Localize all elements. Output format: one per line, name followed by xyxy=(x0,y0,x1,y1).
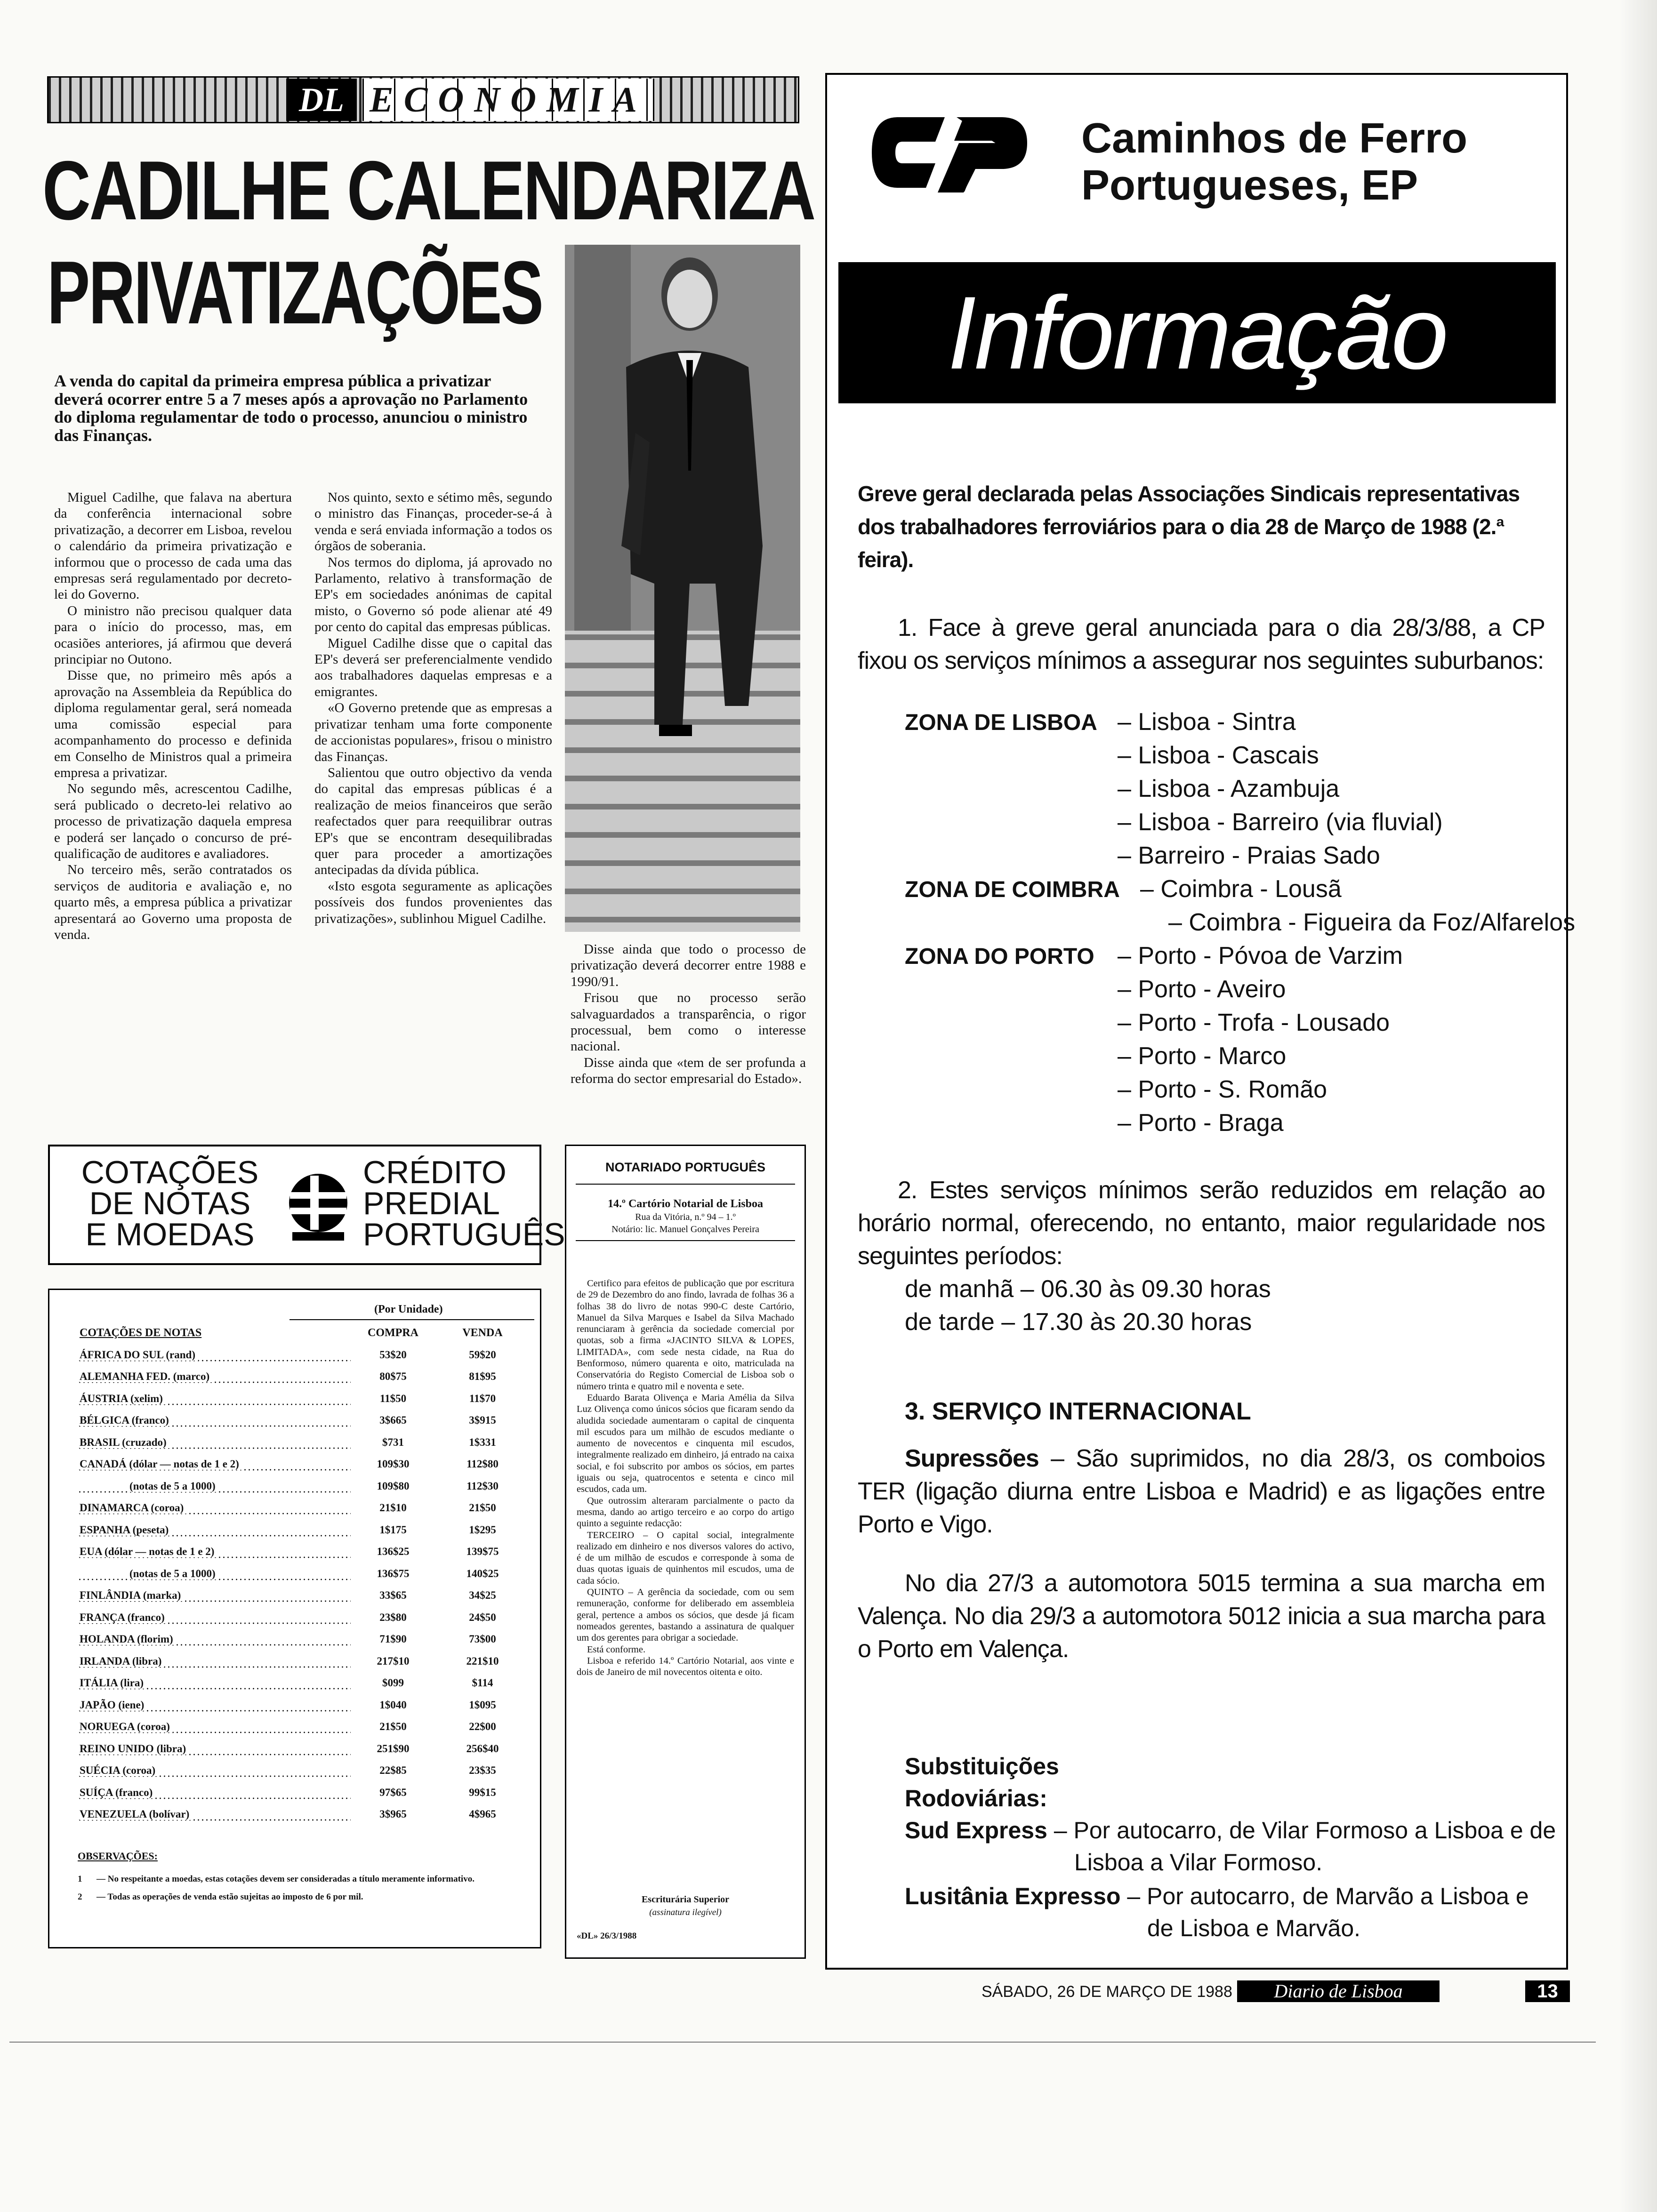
sell-rate: 23$35 xyxy=(469,1764,496,1777)
buy-rate: 217$10 xyxy=(377,1655,410,1667)
table-row xyxy=(78,1563,530,1585)
headline-2 xyxy=(47,242,555,344)
currency-name-text: IRLANDA (libra) xyxy=(80,1655,164,1667)
notariado-body xyxy=(577,1278,794,1678)
col-header-sell: VENDA xyxy=(462,1326,503,1339)
cp-intro: Greve geral declarada pelas Associações Sindicais representativas dos trabalhadores ferroviários para o dia 28 de Março de 1988 (2.ª feira). xyxy=(858,481,1520,572)
route-name: Barreiro - Praias Sado xyxy=(1138,842,1380,869)
currency-name xyxy=(78,1388,351,1410)
cp-suppressions: Supressões – São suprimidos, no dia 28/3, os comboios TER (ligação diurna entre Lisboa e Madrid) e as ligações entre Porto e Vigo. xyxy=(858,1445,1545,1538)
currency-name xyxy=(78,1803,351,1826)
table-row xyxy=(78,1716,530,1738)
article-paragraph: Nos termos do diploma, já aprovado no Parlamento, relativo à transformação de EP's em sociedades anónimas de capital misto, o Governo só pode alienar até 49 por cento do capital das empresas públicas. xyxy=(314,554,552,635)
sell-rate: 3$915 xyxy=(469,1414,496,1427)
buy-rate: 136$25 xyxy=(377,1546,410,1558)
footer-paper-name: Diario de Lisboa xyxy=(1237,1980,1440,2002)
cp-advertisement: Caminhos de Ferro Portugueses, EP Informação Greve geral declarada pelas Associações Sindicais representativas dos trabalhadores ferroviários para o dia 28 de Março de 1988 (2.ª feira). 1. Face à greve geral anunciada para o dia 28/3/88, a CP fixou os serviços mínimos a assegurar nos seguintes suburbanos: ZONA DE LISBOA – Lisboa - Sintra – Lisboa - Cascais – Lisboa - Azambuja – Lisboa - Barreiro (via fluvial) – Barreiro - Praias Sado ZONA DE COIMBRA – Coimbra - Lousã – Coimbra - Figueira da Foz/Alfarelos ZONA DO PORTO – Porto - Póvoa de Varzim – Porto - Aveiro – Porto - Trofa - Lousado – Porto - Marco – Porto - S. Romão – Porto - Braga 2. Estes serviços mínimos serão reduzidos em relação ao horário normal, oferecendo, no entanto, maior regularidade nos seguintes períodos: de manhã – 06.30 às 09.30 horas de tarde – 17.30 às 20.30 horas 3. SERVIÇO INTERNACIONAL Supressões – São suprimidos, no dia 28/3, os comboios TER (ligação diurna entre Lisboa e Madrid) e as ligações entre Porto e Vigo. No dia 27/3 a automotora 5015 termina a sua marcha em Valença. No dia 29/3 a automotora 5012 inicia a sua marcha para o Porto em Valença. Substituições Rodoviárias: Sud Express – Por autocarro, de Vilar Formoso a Lisboa e de Lisboa a Vilar Formoso. Lusitânia Expresso – Por autocarro, de Marvão a Lisboa e de Lisboa e Marvão. xyxy=(825,73,1568,1970)
table-row xyxy=(78,1803,530,1826)
sell-rate: 112$30 xyxy=(467,1480,499,1492)
buy-rate: 136$75 xyxy=(377,1567,410,1579)
sell-rate: 73$00 xyxy=(469,1633,496,1645)
table-row xyxy=(78,1585,530,1607)
currency-name xyxy=(78,1453,351,1475)
cp-point-3-title: 3. SERVIÇO INTERNACIONAL xyxy=(905,1398,1251,1425)
sell-rate: 140$25 xyxy=(466,1567,499,1579)
bank-name: CRÉDITO PREDIAL PORTUGUÊS xyxy=(363,1154,565,1252)
currency-name xyxy=(78,1519,351,1541)
notariado-box xyxy=(565,1145,806,1959)
route-name: Lisboa - Barreiro (via fluvial) xyxy=(1138,809,1443,836)
currency-name-text: ÁUSTRIA (xelim) xyxy=(80,1393,166,1404)
table-row xyxy=(78,1453,530,1475)
article-paragraph: Miguel Cadilhe, que falava na abertura da conferência internacional sobre privatização, a decorrer em Lisboa, revelou o calendário da primeira privatização e informou que o processo de cada uma das empresas será regulamentado por decreto-lei do Governo. xyxy=(54,490,292,602)
article-paragraph: No segundo mês, acrescentou Cadilhe, será publicado o decreto-lei relativo ao processo de privatização daquela empresa e poderá ser lançado o concurso de pré-qualificação de auditores e avaliadores. xyxy=(54,781,292,861)
sell-rate: 59$20 xyxy=(469,1348,496,1361)
buy-rate: 109$30 xyxy=(377,1458,410,1470)
sell-rate: 112$80 xyxy=(467,1458,499,1470)
table-row xyxy=(78,1344,530,1366)
scan-edge-right xyxy=(1619,0,1657,2212)
table-row xyxy=(78,1366,530,1388)
obs-title: OBSERVAÇÕES: xyxy=(78,1850,158,1862)
route-name: Porto - Aveiro xyxy=(1138,976,1286,1003)
sell-rate: $114 xyxy=(472,1677,493,1689)
sell-rate: 22$00 xyxy=(469,1721,496,1733)
buy-rate: 80$75 xyxy=(379,1370,407,1383)
route-name: Lisboa - Sintra xyxy=(1138,708,1296,736)
currency-name-text: VENEZUELA (bolívar) xyxy=(80,1808,192,1820)
scan-rule-bottom xyxy=(9,2042,1596,2043)
notariado-rule xyxy=(576,1184,795,1185)
article-paragraph: No terceiro mês, serão contratados os serviços de auditoria e avaliação e, no quarto mês, a empresa pública a privatizar apresentará ao Governo uma proposta de venda. xyxy=(54,862,292,942)
cotacoes-table xyxy=(78,1322,530,1826)
table-row xyxy=(78,1475,530,1498)
obs-item: 1 — No respeitante a moedas, estas cotações devem ser consideradas a título meramente informativo. xyxy=(78,1874,475,1884)
currency-name xyxy=(78,1344,351,1366)
headline-line-2: PRIVATIZAÇÕES xyxy=(47,243,542,343)
table-row xyxy=(78,1672,530,1694)
buy-rate: 71$90 xyxy=(379,1633,407,1645)
route-name: Coimbra - Figueira da Foz/Alfarelos xyxy=(1189,909,1576,936)
notariado-notary: Notário: lic. Manuel Gonçalves Pereira xyxy=(611,1224,759,1234)
article-paragraph: Disse ainda que «tem de ser profunda a reforma do sector empresarial do Estado». xyxy=(571,1055,806,1087)
buy-rate: 251$90 xyxy=(377,1742,410,1755)
col-header-notes: COTAÇÕES DE NOTAS xyxy=(80,1326,202,1339)
zone-route-row: ZONA DO PORTO – Porto - Póvoa de Varzim xyxy=(905,939,1094,972)
table-row xyxy=(78,1760,530,1782)
unit-note: (Por Unidade) xyxy=(374,1303,443,1315)
currency-name-text: HOLANDA (florim) xyxy=(80,1633,176,1645)
table-row xyxy=(78,1519,530,1541)
zone-name: ZONA DE COIMBRA xyxy=(905,877,1120,902)
cotacoes-table-box xyxy=(48,1289,541,1948)
route-name: Porto - Marco xyxy=(1138,1042,1287,1070)
route-name: Porto - Braga xyxy=(1138,1109,1284,1137)
buy-rate: 33$65 xyxy=(379,1589,407,1602)
buy-rate: 109$80 xyxy=(377,1480,410,1492)
currency-name xyxy=(78,1541,351,1563)
currency-name xyxy=(78,1782,351,1804)
unit-rule xyxy=(290,1319,534,1320)
notariado-paragraph: Está conforme. xyxy=(587,1644,646,1655)
col-header-buy: COMPRA xyxy=(368,1326,418,1339)
sell-rate: 21$50 xyxy=(469,1502,496,1514)
table-row xyxy=(78,1694,530,1716)
currency-name-text: ÁFRICA DO SUL (rand) xyxy=(80,1349,198,1361)
currency-name-text: BRASIL (cruzado) xyxy=(80,1436,169,1448)
table-row xyxy=(78,1607,530,1629)
route-name: Porto - S. Romão xyxy=(1138,1076,1327,1103)
buy-rate: 3$965 xyxy=(379,1808,407,1820)
sell-rate: 1$295 xyxy=(469,1523,496,1536)
cp-subst-lusitania: Lusitânia Expresso – Por autocarro, de Marvão a Lisboa e de Lisboa e Marvão. xyxy=(905,1883,1529,1941)
currency-name xyxy=(78,1585,351,1607)
cp-logo-icon xyxy=(865,108,1034,197)
currency-name-text: FINLÂNDIA (marka) xyxy=(80,1589,184,1601)
currency-name-text: JAPÃO (iene) xyxy=(80,1699,147,1711)
currency-name xyxy=(78,1628,351,1651)
notariado-ref: «DL» 26/3/1988 xyxy=(577,1931,637,1941)
currency-name-text: EUA (dólar — notas de 1 e 2) xyxy=(80,1546,217,1557)
currency-name-text: DINAMARCA (coroa) xyxy=(80,1502,186,1514)
bank-logo-icon xyxy=(283,1166,354,1246)
currency-name-text: FRANÇA (franco) xyxy=(80,1611,168,1623)
article-paragraph: Frisou que no processo serão salvaguardados a transparência, o rigor processual, bem como o interesse nacional. xyxy=(571,990,806,1054)
cp-info-banner: Informação xyxy=(838,262,1556,403)
buy-rate: 1$175 xyxy=(379,1523,407,1536)
notariado-paragraph: Lisboa e referido 14.º Cartório Notarial, aos vinte e dois de Janeiro de mil novecentos oitenta e oito. xyxy=(577,1655,794,1678)
table-row xyxy=(78,1388,530,1410)
article-paragraph: «Isto esgota seguramente as aplicações possíveis dos fundos provenientes das privatizações», sublinhou Miguel Cadilhe. xyxy=(314,878,552,926)
article-lead: A venda do capital da primeira empresa pública a privatizar deverá ocorrer entre 5 a 7 meses após a aprovação no Parlamento do diploma regulamentar de todo o processo, anunciou o ministro das Finanças. xyxy=(54,371,528,445)
signature-note: (assinatura ilegível) xyxy=(649,1907,722,1917)
currency-name xyxy=(78,1432,351,1454)
currency-name-text: ITÁLIA (lira) xyxy=(80,1677,146,1689)
footer-page-number: 13 xyxy=(1525,1980,1570,2002)
notariado-office: 14.º Cartório Notarial de Lisboa xyxy=(608,1198,763,1210)
currency-name-text: REINO UNIDO (libra) xyxy=(80,1743,189,1755)
currency-name xyxy=(78,1694,351,1716)
route-name: Coimbra - Lousã xyxy=(1160,875,1342,903)
sell-rate: 1$331 xyxy=(469,1436,496,1448)
buy-rate: 22$85 xyxy=(379,1764,407,1777)
zone-route-row: ZONA DE COIMBRA – Coimbra - Lousã xyxy=(905,873,1120,906)
cotacoes-banner xyxy=(48,1145,565,1265)
currency-name xyxy=(78,1672,351,1694)
currency-name-text: NORUEGA (coroa) xyxy=(80,1721,173,1732)
currency-name xyxy=(78,1738,351,1760)
buy-rate: $099 xyxy=(382,1677,404,1689)
currency-name-text: ALEMANHA FED. (marco) xyxy=(80,1370,212,1382)
currency-name xyxy=(78,1497,351,1519)
notariado-paragraph: Certifico para efeitos de publicação que por escritura de 29 de Dezembro do ano findo, lavrada de folhas 36 a folhas 38 do livro de notas 990-C deste Cartório, Manuel da Silva Marques e Isabel da Silva Machado renunciaram à gerência da sociedade comercial por quotas, sob a firma «JACINTO SILVA & LOPES, LIMITADA», com sede nesta cidade, na Rua do Benformoso, número quarenta e oito, matriculada na Conservatória do Registo Comercial de Lisboa sob o número trinta e quatro mil e noventa e sete. xyxy=(577,1278,794,1392)
minister-photo xyxy=(565,245,800,932)
currency-name xyxy=(78,1475,351,1498)
currency-name-text: SUÉCIA (coroa) xyxy=(80,1764,158,1776)
notariado-paragraph: Que outrossim alteraram parcialmente o pacto da mesma, dando ao artigo terceiro e ao corpo do artigo quinto a seguinte redacção: xyxy=(577,1495,794,1529)
table-row xyxy=(78,1651,530,1673)
cp-schedule-morning: de manhã – 06.30 às 09.30 horas xyxy=(905,1275,1271,1303)
notariado-title: NOTARIADO PORTUGUÊS xyxy=(605,1160,765,1174)
currency-name-text: SUÍÇA (franco) xyxy=(80,1787,155,1798)
article-paragraph: Disse ainda que todo o processo de privatização deverá decorrer entre 1988 e 1990/91. xyxy=(571,942,806,989)
currency-name xyxy=(78,1607,351,1629)
notariado-paragraph: Eduardo Barata Olivença e Maria Amélia da Silva Luz Olivença como únicos sócios que ficaram sendo da aludida sociedade aumentaram o capital de cinquenta mil escudos para um milhão de escudos mediante o aumento de novecentos e cinquenta mil escudos, integralmente realizado em dinheiro, já entrado na caixa social, e foi subscrito por ambos os sócios, em partes iguais ou seja, quatrocentos e setenta e cinco mil escudos, cada um. xyxy=(577,1392,794,1495)
currency-name xyxy=(78,1563,351,1585)
sell-rate: 4$965 xyxy=(469,1808,496,1820)
cp-substitutions-title: Substituições Rodoviárias: xyxy=(905,1753,1059,1811)
currency-name xyxy=(78,1716,351,1738)
article-paragraph: «O Governo pretende que as empresas a privatizar tenham uma forte componente de accionistas populares», frisou o ministro das Finanças. xyxy=(314,700,552,764)
zone-name: ZONA DE LISBOA xyxy=(905,710,1097,735)
table-row xyxy=(78,1432,530,1454)
buy-rate: 97$65 xyxy=(379,1786,407,1798)
table-row xyxy=(78,1738,530,1760)
cp-automotora: No dia 27/3 a automotora 5015 termina a sua marcha em Valença. No dia 29/3 a automotora 5012 inicia a sua marcha para o Porto em Valença. xyxy=(858,1570,1545,1663)
route-name: Porto - Póvoa de Varzim xyxy=(1138,942,1403,970)
obs-list xyxy=(78,1874,501,1909)
sell-rate: 81$95 xyxy=(469,1370,496,1383)
section-logo: DL xyxy=(286,79,357,121)
buy-rate: 11$50 xyxy=(379,1392,407,1404)
buy-rate: $731 xyxy=(382,1436,404,1448)
article-column-3 xyxy=(571,941,806,1087)
route-name: Lisboa - Cascais xyxy=(1138,742,1319,769)
cp-point-1: 1. Face à greve geral anunciada para o dia 28/3/88, a CP fixou os serviços mínimos a assegurar nos seguintes suburbanos: xyxy=(858,614,1545,674)
sell-rate: 24$50 xyxy=(469,1611,496,1623)
currency-name-text: BÉLGICA (franco) xyxy=(80,1414,172,1426)
currency-name xyxy=(78,1760,351,1782)
sell-rate: 34$25 xyxy=(469,1589,496,1602)
article-column-1 xyxy=(54,489,292,943)
buy-rate: 21$10 xyxy=(379,1502,407,1514)
article-paragraph: Nos quinto, sexto e sétimo mês, segundo o ministro das Finanças, proceder-se-á à venda e será enviada informação a todos os órgãos de soberania. xyxy=(314,490,552,554)
buy-rate: 23$80 xyxy=(379,1611,407,1623)
sell-rate: 221$10 xyxy=(466,1655,499,1667)
sell-rate: 99$15 xyxy=(469,1786,496,1798)
currency-name-text: (notas de 5 a 1000) xyxy=(129,1568,218,1579)
table-row xyxy=(78,1782,530,1804)
notariado-paragraph: TERCEIRO – O capital social, integralmente realizado em dinheiro e nos diversos valores do activo, é de um milhão de escudos e corresponde à soma de duas quotas iguais de quinhentos mil escudos, uma de cada sócio. xyxy=(577,1530,794,1586)
currency-name xyxy=(78,1366,351,1388)
article-paragraph: Miguel Cadilhe disse que o capital das EP's deverá ser preferencialmente vendido aos trabalhadores daquelas empresas e a emigrantes. xyxy=(314,635,552,699)
buy-rate: 53$20 xyxy=(379,1348,407,1361)
buy-rate: 3$665 xyxy=(379,1414,407,1427)
article-paragraph: O ministro não precisou qualquer data para o início do processo, mas, em ocasiões anteriores, já afirmou que deverá principiar no Outono. xyxy=(54,603,292,667)
footer-date: SÁBADO, 26 DE MARÇO DE 1988 xyxy=(981,1983,1232,2001)
article-column-2 xyxy=(314,489,552,927)
currency-name-text: (notas de 5 a 1000) xyxy=(129,1480,218,1492)
route-name: Lisboa - Azambuja xyxy=(1138,775,1340,802)
section-label-text: ECONOMIA xyxy=(362,79,654,121)
route-name: Porto - Trofa - Lousado xyxy=(1138,1009,1390,1036)
obs-item: 2 — Todas as operações de venda estão sujeitas ao imposto de 6 por mil. xyxy=(78,1892,363,1902)
sell-rate: 1$095 xyxy=(469,1699,496,1711)
table-row xyxy=(78,1410,530,1432)
section-label xyxy=(362,79,654,121)
currency-name xyxy=(78,1651,351,1673)
article-paragraph: Disse que, no primeiro mês após a aprovação na Assembleia da República do diploma regulamentar geral, será nomeada uma comissão especial para acompanhamento do processo e definida em Conselho de Ministros qual a primeira empresa a privatizar. xyxy=(54,668,292,780)
cp-point-2: 2. Estes serviços mínimos serão reduzidos em relação ao horário normal, oferecendo, no entanto, maior regularidade nos seguintes períodos: xyxy=(858,1177,1545,1270)
buy-rate: 21$50 xyxy=(379,1721,407,1733)
article-paragraph: Salientou que outro objectivo da venda do capital das empresas públicas é a realização de meios financeiros que serão reafectados quer para reequilibrar outras EP's que se encontram desequilibradas quer para proceder a amortizações antecipadas da dívida pública. xyxy=(314,765,552,878)
cp-schedule-afternoon: de tarde – 17.30 às 20.30 horas xyxy=(905,1308,1252,1336)
notariado-address: Rua da Vitória, n.º 94 – 1.º xyxy=(635,1212,736,1222)
zone-name: ZONA DO PORTO xyxy=(905,944,1094,969)
currency-name xyxy=(78,1410,351,1432)
sell-rate: 256$40 xyxy=(466,1742,499,1755)
table-row xyxy=(78,1497,530,1519)
sell-rate: 11$70 xyxy=(469,1392,496,1404)
headline xyxy=(42,144,814,238)
headline-line-1: CADILHE CALENDARIZA xyxy=(42,144,815,237)
zone-route-row: ZONA DE LISBOA – Lisboa - Sintra xyxy=(905,705,1097,738)
buy-rate: 1$040 xyxy=(379,1699,407,1711)
currency-name-text: CANADÁ (dólar — notas de 1 e 2) xyxy=(80,1458,242,1470)
notariado-rule-2 xyxy=(576,1240,795,1241)
currency-name-text: ESPANHA (peseta) xyxy=(80,1524,171,1536)
cotacoes-title: COTAÇÕES DE NOTAS E MOEDAS xyxy=(81,1154,259,1252)
sell-rate: 139$75 xyxy=(466,1546,499,1558)
table-row xyxy=(78,1541,530,1563)
signature-title: Escriturária Superior xyxy=(641,1894,730,1905)
table-row xyxy=(78,1628,530,1651)
cp-subst-sud: Sud Express – Por autocarro, de Vilar Formoso a Lisboa e de Lisboa a Vilar Formoso. xyxy=(905,1817,1556,1875)
notariado-paragraph: QUINTO – A gerência da sociedade, com ou sem remuneração, conforme for deliberado em assembleia geral, pertence a ambos os sócios, que desde já ficam nomeados gerentes, bastando a assinatura de qualquer um dos gerentes para obrigar a sociedade. xyxy=(577,1587,794,1643)
cp-company-name: Caminhos de Ferro Portugueses, EP xyxy=(1081,115,1468,209)
